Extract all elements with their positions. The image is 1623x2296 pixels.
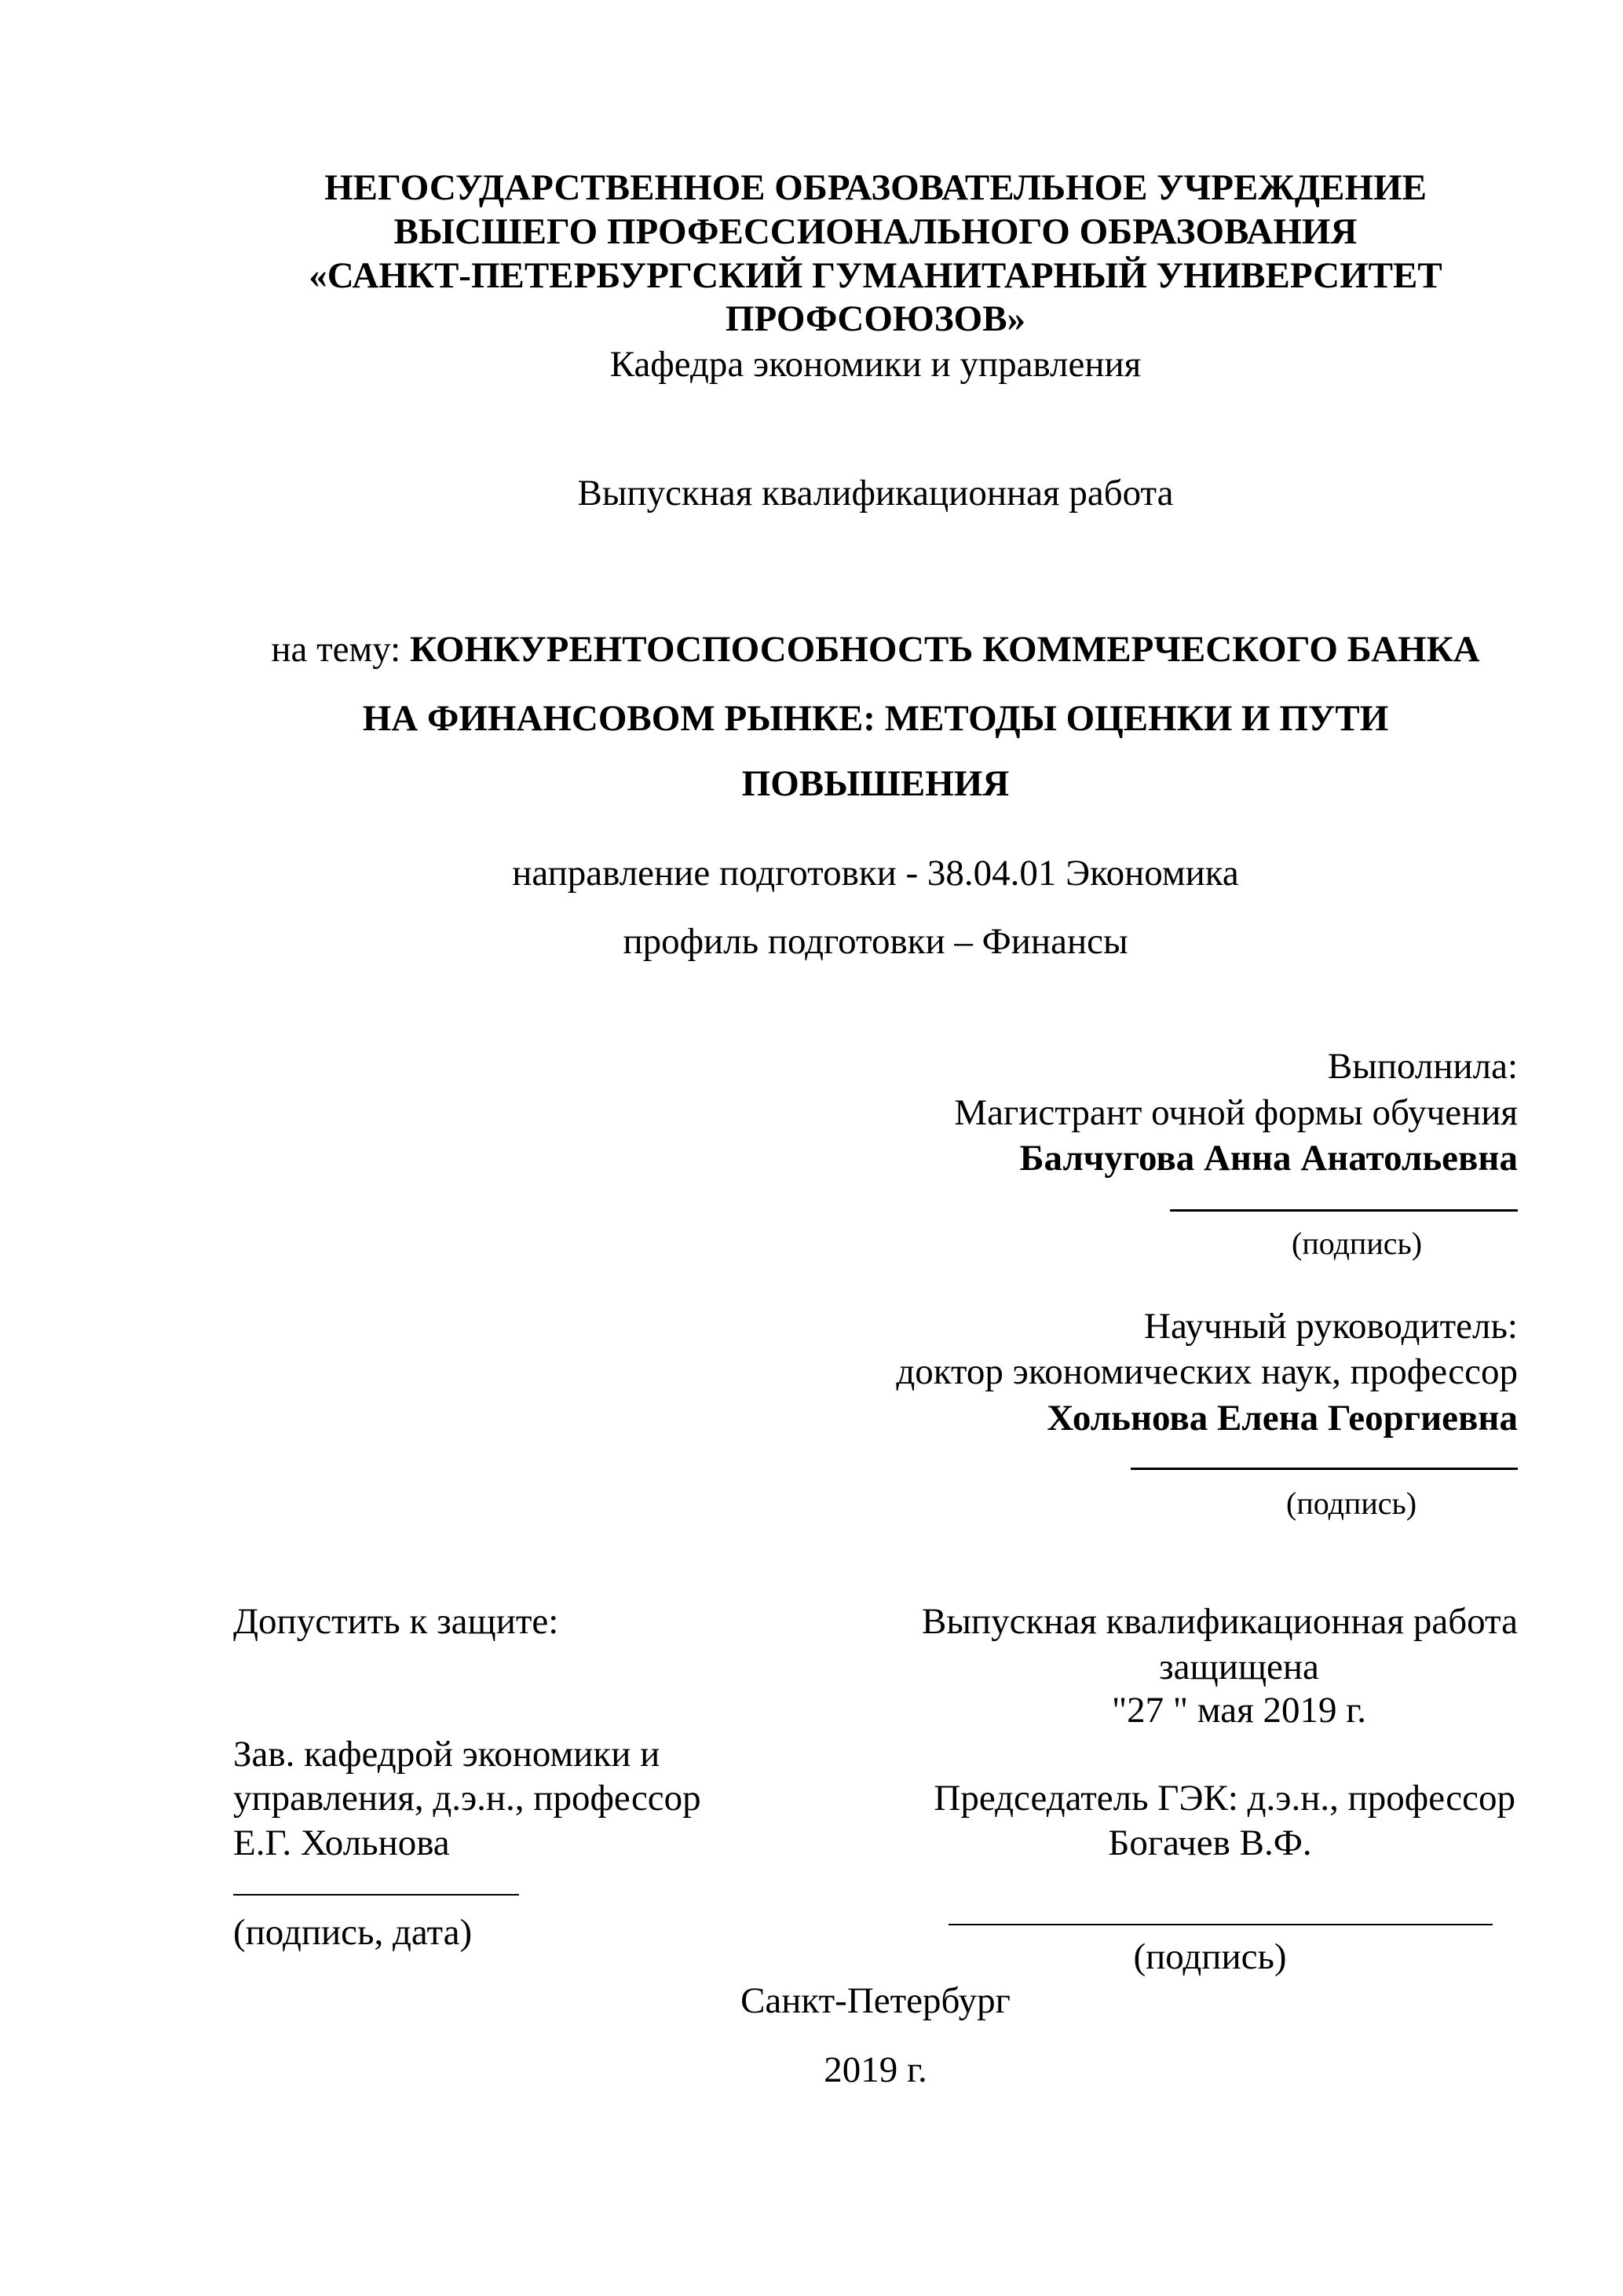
org-line-2: ВЫСШЕГО ПРОФЕССИОНАЛЬНОГО ОБРАЗОВАНИЯ xyxy=(393,211,1358,252)
org-line-3: «САНКТ-ПЕТЕРБУРГСКИЙ ГУМАНИТАРНЫЙ УНИВЕРСИТЕТ xyxy=(309,255,1442,296)
topic-title-1: КОНКУРЕНТОСПОСОБНОСТЬ КОММЕРЧЕСКОГО БАНКА xyxy=(409,629,1480,670)
footer-city: Санкт-Петербург xyxy=(740,1980,1011,2021)
department: Кафедра экономики и управления xyxy=(609,344,1142,385)
topic-line-3: ПОВЫШЕНИЯ xyxy=(741,763,1010,804)
supervisor-signature-caption: (подпись) xyxy=(1286,1486,1417,1521)
supervisor-signature-line xyxy=(1131,1468,1518,1470)
defense-line-2: защищена xyxy=(1159,1647,1319,1687)
direction: направление подготовки - 38.04.01 Экономика xyxy=(512,853,1239,894)
author-label: Выполнила: xyxy=(1327,1046,1518,1087)
org-line-4: ПРОФСОЮЗОВ» xyxy=(725,298,1026,339)
admission-line-1: Зав. кафедрой экономики и xyxy=(233,1734,660,1775)
supervisor-degree: доктор экономических наук, профессор xyxy=(896,1351,1518,1392)
admission-signature-line xyxy=(233,1894,519,1896)
defense-signature-line xyxy=(949,1924,1493,1925)
admission-signature-caption: (подпись, дата) xyxy=(233,1912,473,1953)
admission-label: Допустить к защите: xyxy=(233,1601,559,1642)
profile: профиль подготовки – Финансы xyxy=(623,921,1128,962)
defense-signature-caption: (подпись) xyxy=(1133,1936,1287,1977)
supervisor-label: Научный руководитель: xyxy=(1144,1306,1518,1347)
defense-chair-name: Богачев В.Ф. xyxy=(1108,1823,1312,1863)
defense-line-1: Выпускная квалификационная работа xyxy=(922,1601,1518,1642)
topic-line-2: НА ФИНАНСОВОМ РЫНКЕ: МЕТОДЫ ОЦЕНКИ И ПУТИ xyxy=(362,698,1389,739)
work-type: Выпускная квалификационная работа xyxy=(577,473,1174,514)
author-signature-line xyxy=(1170,1209,1518,1212)
author-signature-caption: (подпись) xyxy=(1292,1226,1423,1261)
defense-date: "27 " мая 2019 г. xyxy=(1112,1690,1366,1731)
admission-line-3: Е.Г. Хольнова xyxy=(233,1823,450,1863)
defense-chair: Председатель ГЭК: д.э.н., профессор xyxy=(934,1778,1515,1819)
author-name: Балчугова Анна Анатольевна xyxy=(1019,1138,1518,1179)
org-line-1: НЕГОСУДАРСТВЕННОЕ ОБРАЗОВАТЕЛЬНОЕ УЧРЕЖДЕНИЕ xyxy=(324,167,1427,208)
topic-prefix: на тему: xyxy=(271,629,410,670)
topic-line-1 xyxy=(0,627,1623,671)
footer-year: 2019 г. xyxy=(824,2049,927,2090)
admission-line-2: управления, д.э.н., профессор xyxy=(233,1778,701,1819)
author-role: Магистрант очной формы обучения xyxy=(954,1092,1518,1133)
supervisor-name: Хольнова Елена Георгиевна xyxy=(1047,1398,1518,1439)
